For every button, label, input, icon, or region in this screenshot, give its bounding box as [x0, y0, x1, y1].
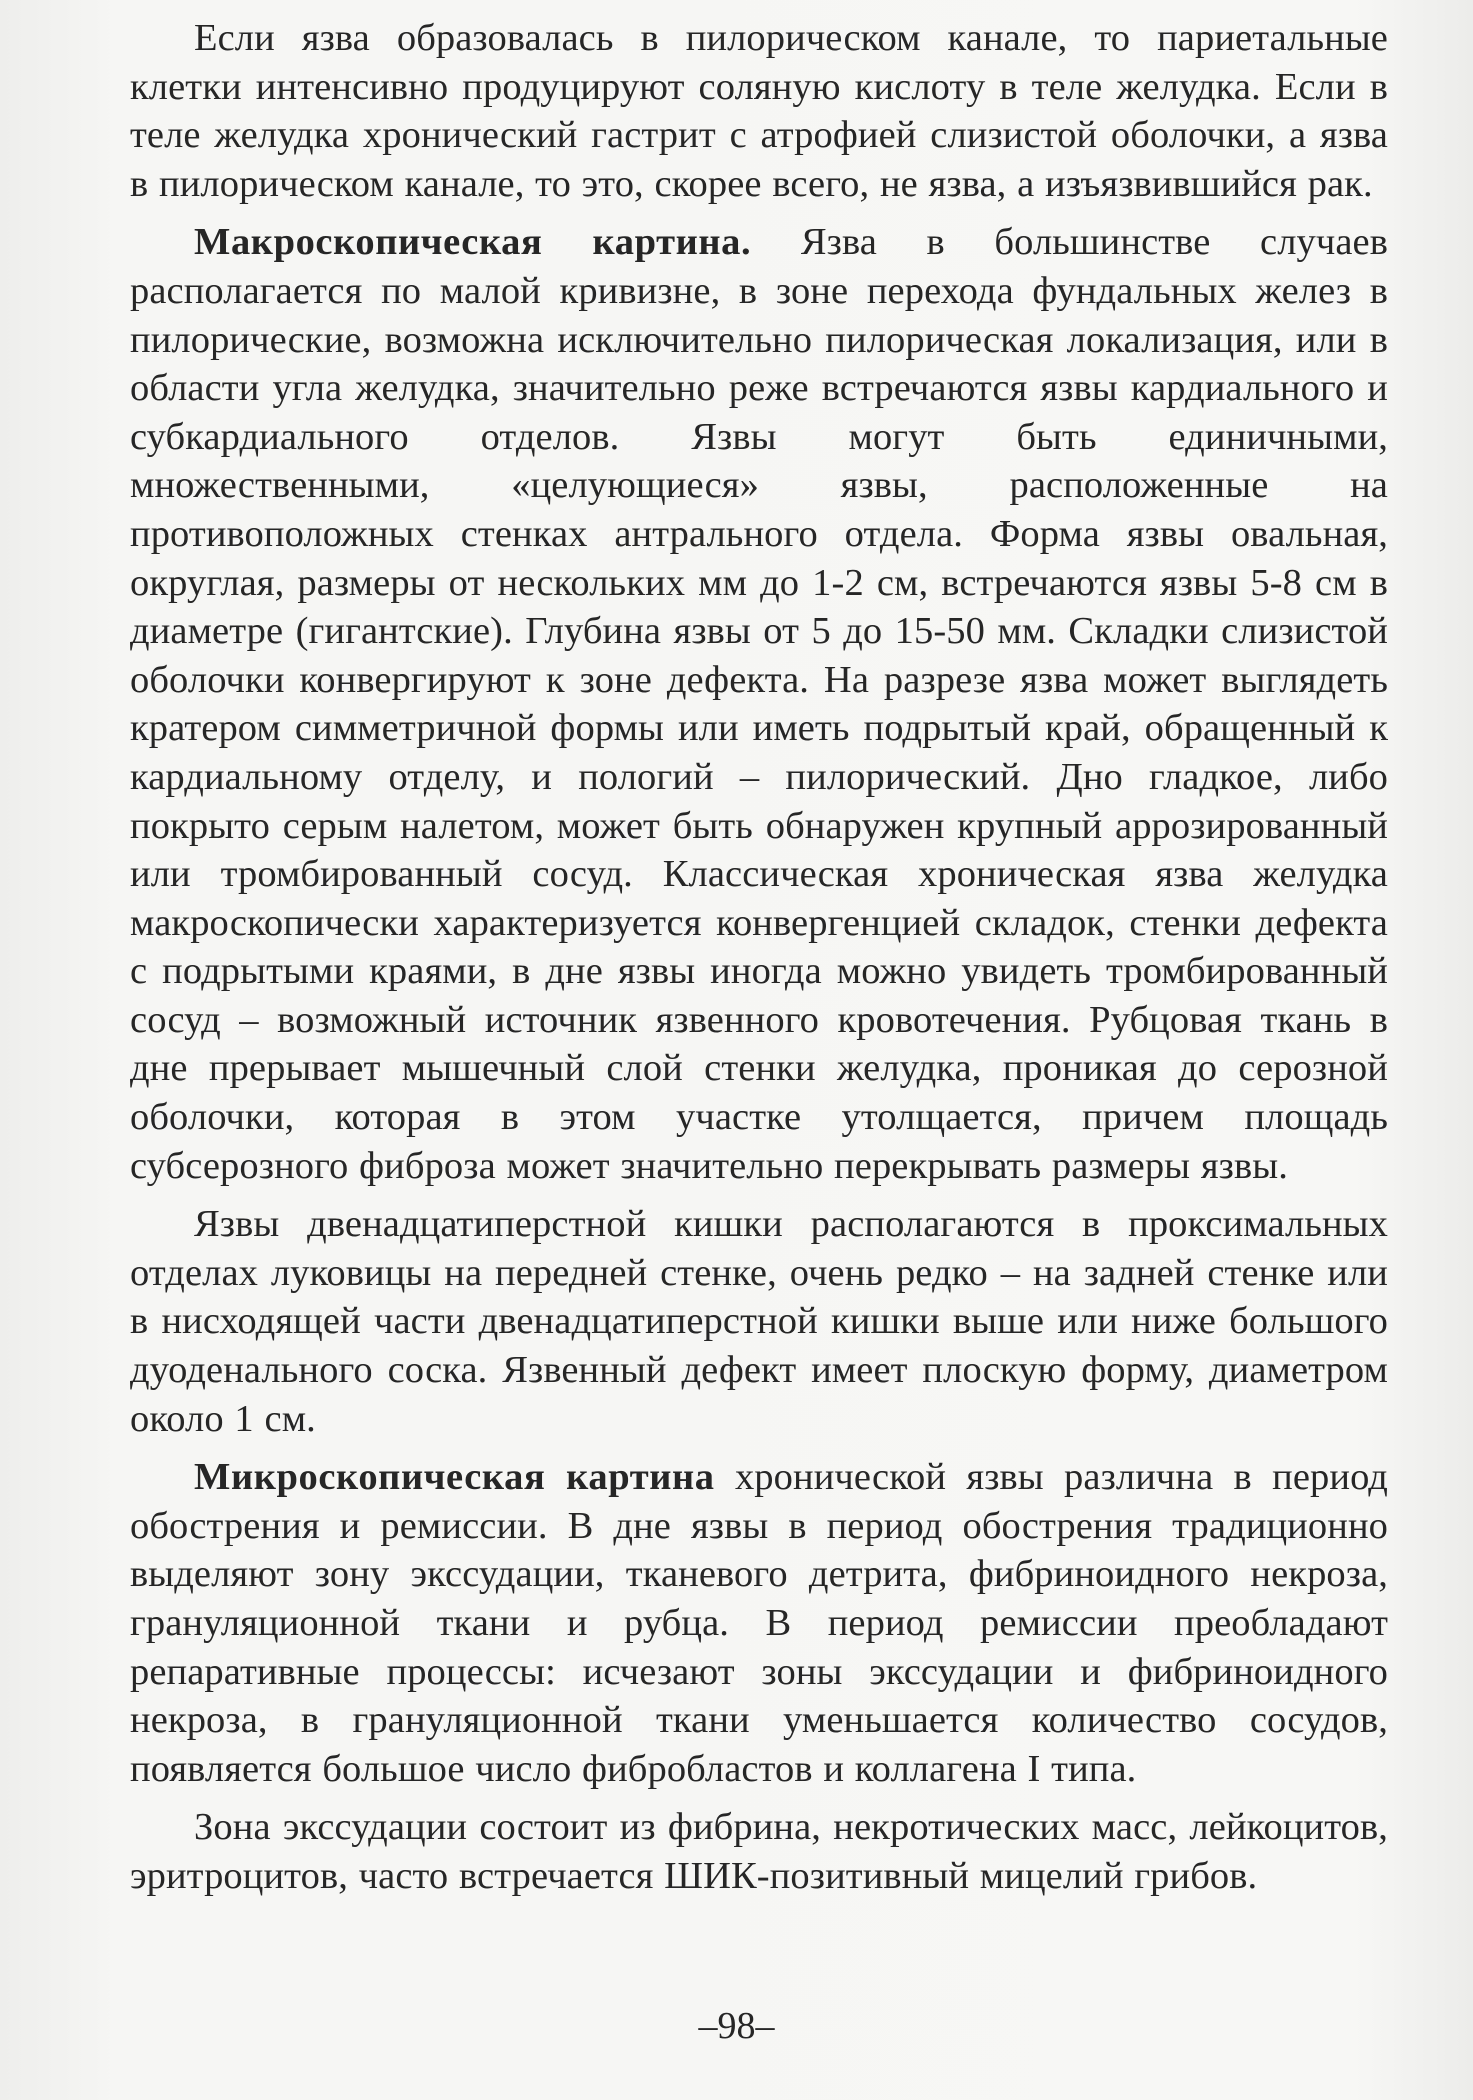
page-body-text [130, 14, 1388, 1901]
paragraph-text: Язвы двенадцатиперстной кишки располагаются в проксимальных отделах луковицы на передней стенке, очень редко – на задней стенке или в нисходящей части двенадцатиперстной кишки выше или ниже большого дуоденального соска. Язвенный дефект имеет плоскую форму, диаметром около 1 см. [130, 1203, 1388, 1440]
paragraph-lead-macroscopic: Макроскопическая картина. [194, 221, 752, 264]
paragraph-exudation-zone [130, 1803, 1388, 1900]
paragraph-text: Язва в большинстве случаев располагается по малой кривизне, в зоне перехода фундальных желез в пилорические, возможна исключительно пилорическая локализация, или в области угла желудка, значительно реже встречаются язвы кардиального и субкардиального отделов. Язвы могут быть единичными, множественными, «целующиеся» язвы, расположенные на противоположных стенках антрального отдела. Форма язвы овальная, округлая, размеры от нескольких мм до 1-2 см, встречаются язвы 5-8 см в диаметре (гигантские). Глубина язвы от 5 до 15-50 мм. Складки слизистой оболочки конвергируют к зоне дефекта. На разрезе язва может выглядеть кратером симметричной формы или иметь подрытый край, обращенный к кардиальному отделу, и пологий – пилорический. Дно гладкое, либо покрыто серым налетом, может быть обнаружен крупный аррозированный или тромбированный сосуд. Классическая хроническая язва желудка макроскопически характеризуется конвергенцией складок, стенки дефекта с подрытыми краями, в дне язвы иногда можно увидеть тромбированный сосуд – возможный источник язвенного кровотечения. Рубцовая ткань в дне прерывает мышечный слой стенки желудка, проникая до серозной оболочки, которая в этом участке утолщается, причем площадь субсерозного фиброза может значительно перекрывать размеры язвы. [130, 221, 1388, 1187]
page-number: –98– [698, 2005, 775, 2047]
paragraph-duodenal-ulcer [130, 1200, 1388, 1443]
paragraph-lead-microscopic: Микроскопическая картина [194, 1456, 715, 1499]
paragraph-text: Зона экссудации состоит из фибрина, некротических масс, лейкоцитов, эритроцитов, часто встречается ШИК-позитивный мицелий грибов. [130, 1806, 1388, 1897]
paragraph-text: Если язва образовалась в пилорическом канале, то париетальные клетки интенсивно продуцируют соляную кислоту в теле желудка. Если в теле желудка хронический гастрит с атрофией слизистой оболочки, а язва в пилорическом канале, то это, скорее всего, не язва, а изъязвившийся рак. [130, 17, 1388, 205]
paragraph-text: хронической язвы различна в период обострения и ремиссии. В дне язвы в период обострения традиционно выделяют зону экссудации, тканевого детрита, фибриноидного некроза, грануляционной ткани и рубца. В период ремиссии преобладают репаративные процессы: исчезают зоны экссудации и фибриноидного некроза, в грануляционной ткани уменьшается количество сосудов, появляется большое число фибробластов и коллагена I типа. [130, 1456, 1388, 1790]
paragraph-macroscopic [130, 218, 1388, 1190]
paragraph-pyloric-ulcer [130, 14, 1388, 208]
paragraph-microscopic [130, 1453, 1388, 1793]
